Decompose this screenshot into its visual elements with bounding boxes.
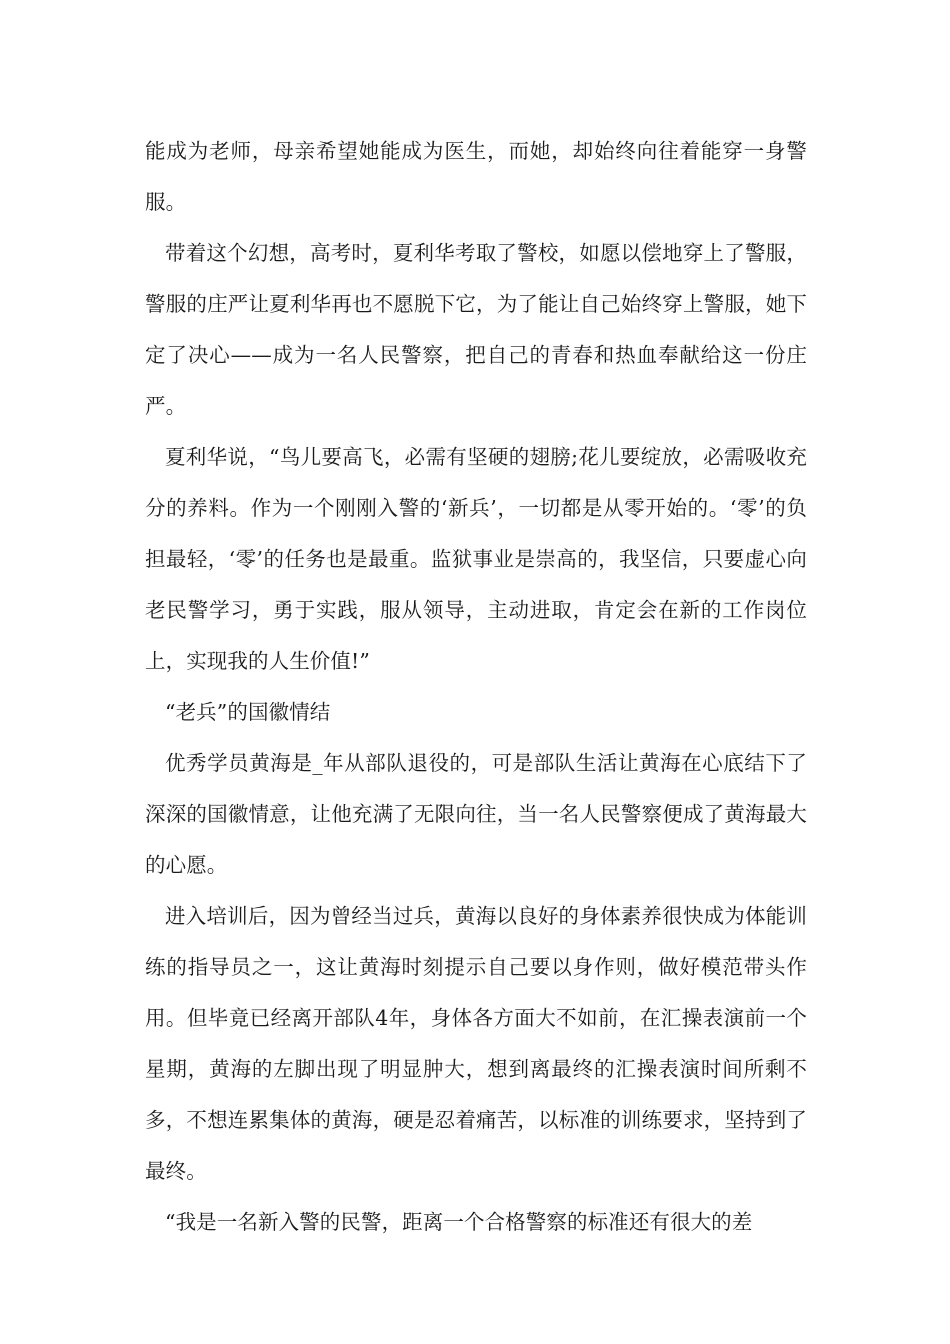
paragraph-quote-start: “我是一名新入警的民警，距离一个合格警察的标准还有很大的差: [165, 1210, 753, 1234]
paragraph-training: 进入培训后，因为曾经当过兵，黄海以良好的身体素养很快成为体能训练的指导员之一，这让黄海时刻提示自己要以身作则，做好模范带头作用。但毕竟已经离开部队4年，身体各方面大不如前，在汇操表演前一个星期，黄海的左脚出现了明显肿大，想到离最终的汇操表演时间所剩不多，不想连累集体的黄海，硬是忍着痛苦，以标准的训练要求，坚持到了最终。: [145, 904, 807, 1183]
paragraph-huang-hai-intro: 优秀学员黄海是_年从部队退役的，可是部队生活让黄海在心底结下了深深的国徽情意，让他充满了无限向往，当一名人民警察便成了黄海最大的心愿。: [145, 751, 807, 877]
paragraph-continuation: 能成为老师，母亲希望她能成为医生，而她，却始终向往着能穿一身警服。: [145, 139, 807, 214]
section-heading-veteran: “老兵”的国徽情结: [165, 700, 331, 724]
document-body: [145, 126, 807, 1248]
paragraph-police-school: 带着这个幻想，高考时，夏利华考取了警校，如愿以偿地穿上了警服，警服的庄严让夏利华再也不愿脱下它，为了能让自己始终穿上警服，她下定了决心——成为一名人民警察，把自己的青春和热血奉献给这一份庄严。: [145, 241, 807, 418]
paragraph-quote-xia-lihua: 夏利华说，“鸟儿要高飞，必需有坚硬的翅膀;花儿要绽放，必需吸收充分的养料。作为一个刚刚入警的‘新兵’，一切都是从零开始的。‘零’的负担最轻，‘零’的任务也是最重。监狱事业是崇高的，我坚信，只要虚心向老民警学习，勇于实践，服从领导，主动进取，肯定会在新的工作岗位上，实现我的人生价值!”: [145, 445, 807, 673]
